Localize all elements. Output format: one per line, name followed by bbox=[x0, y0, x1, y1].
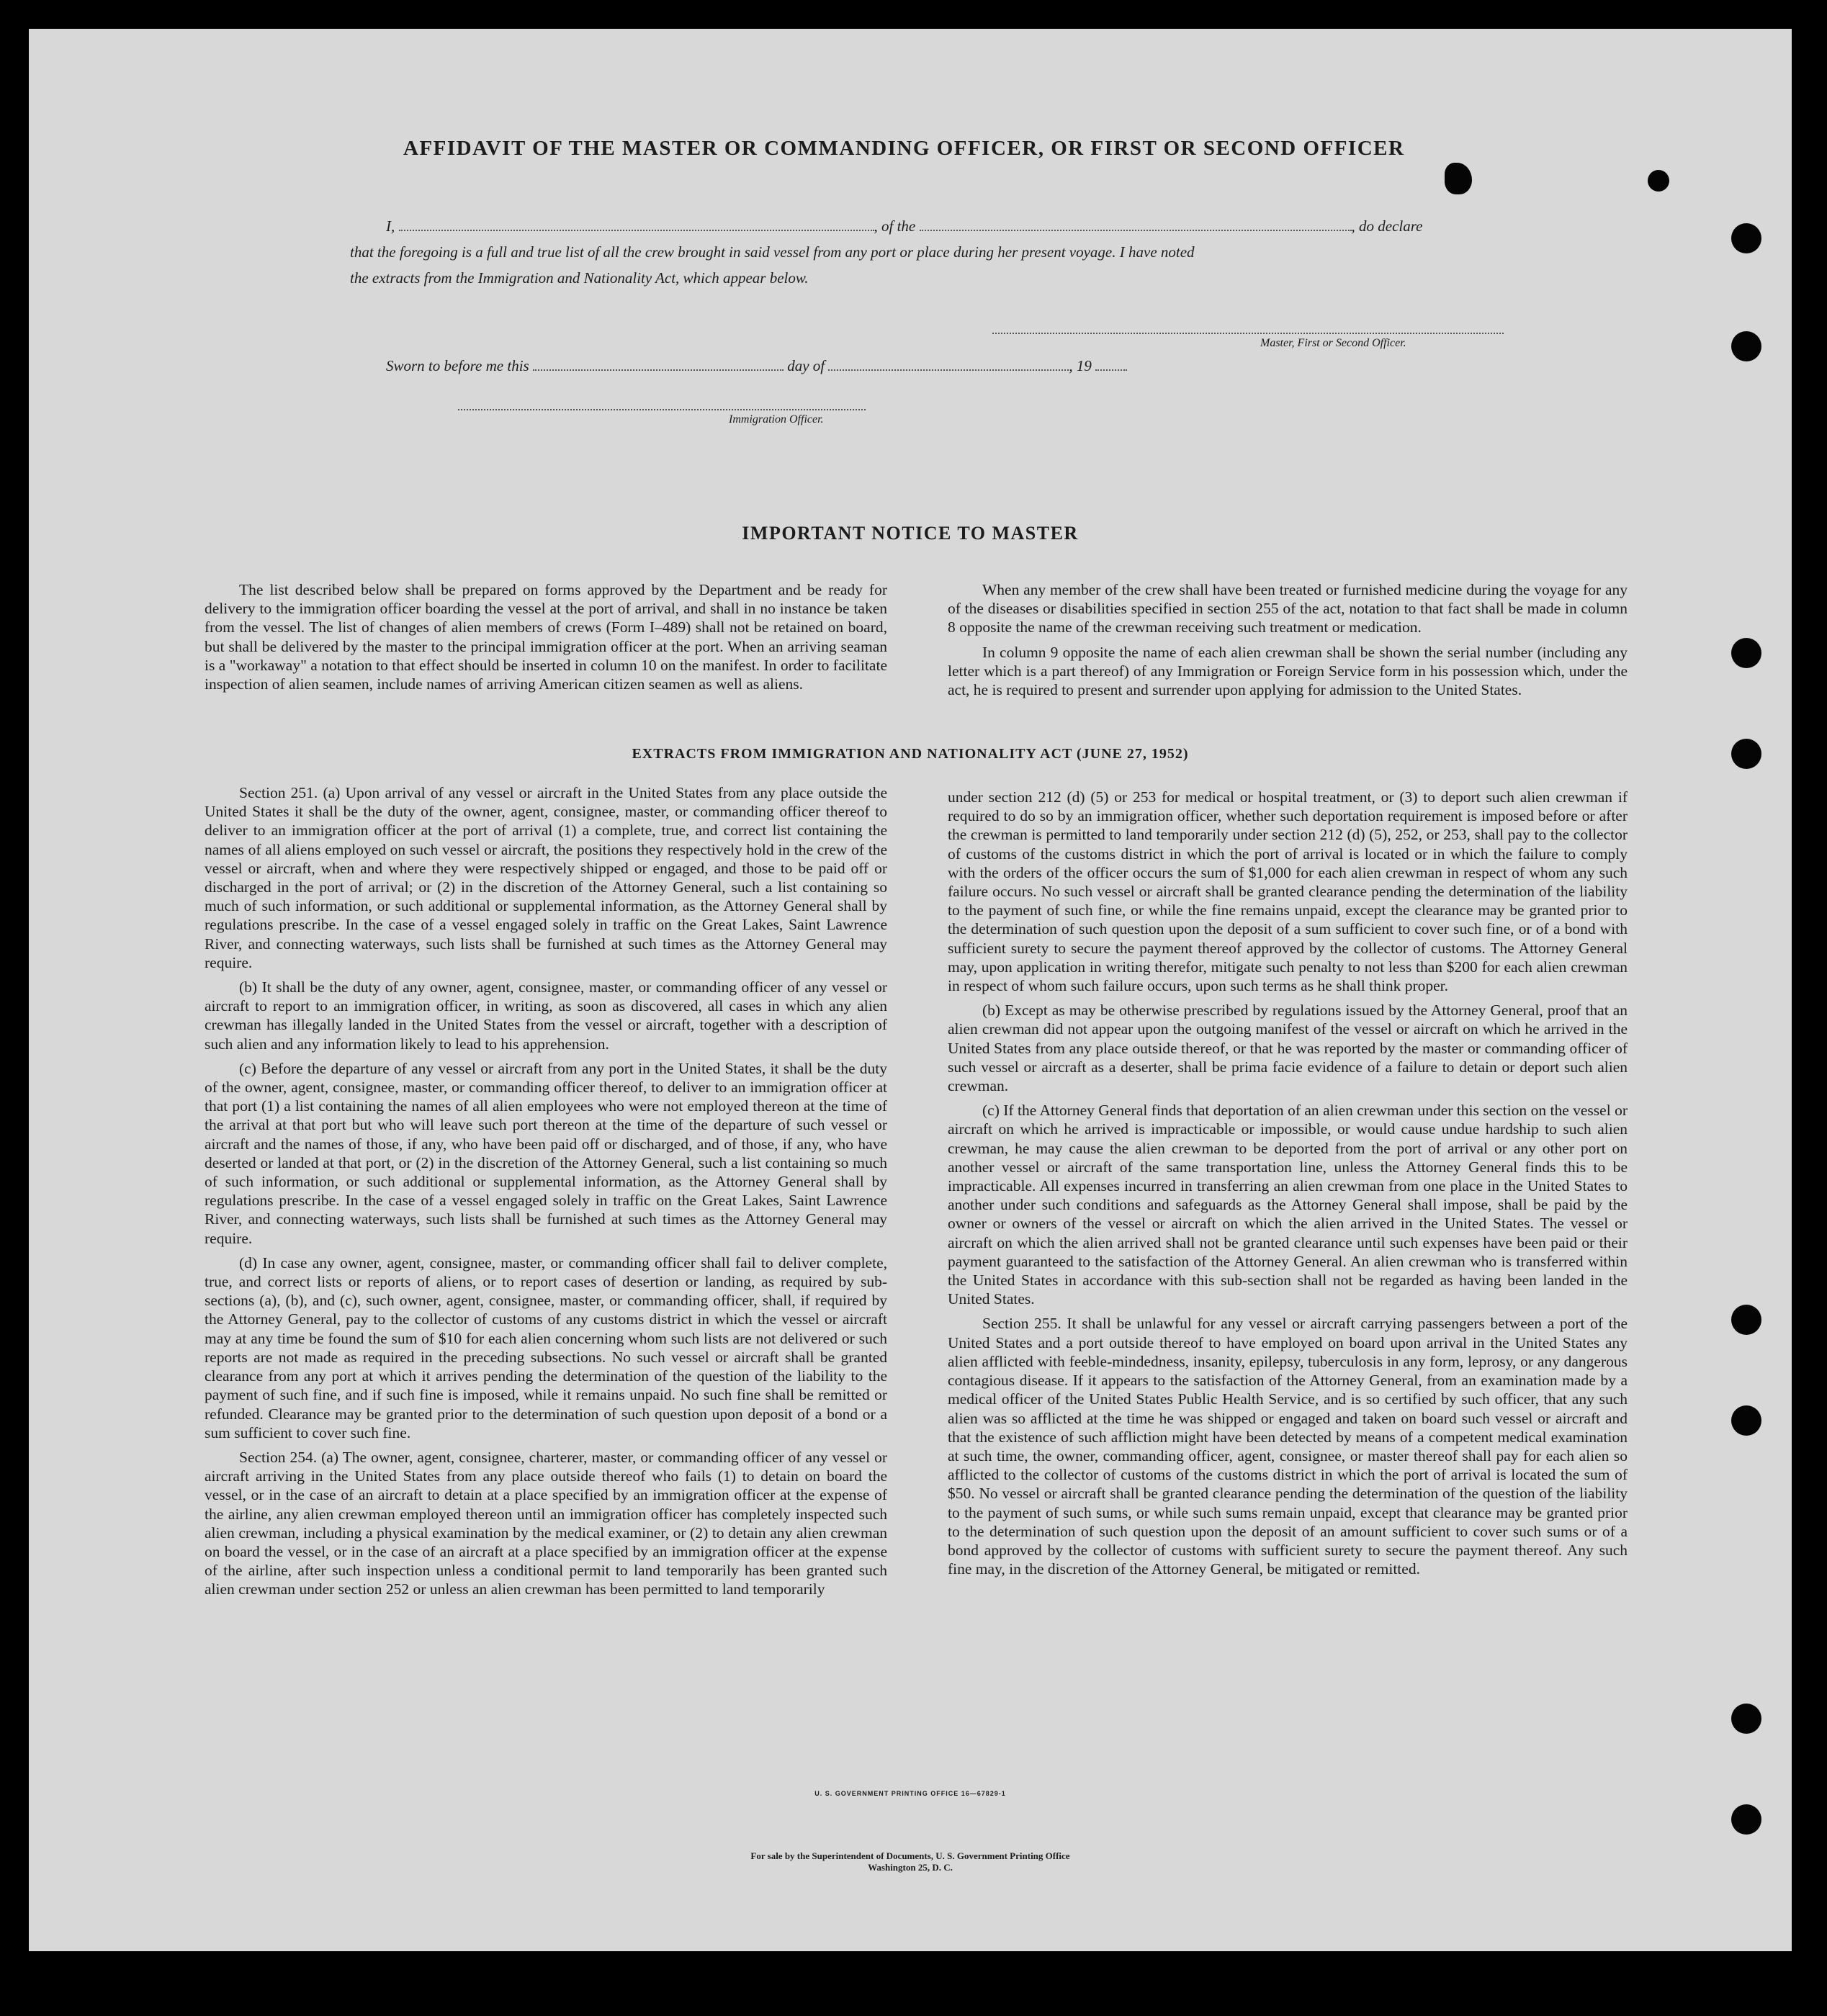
form-sheet bbox=[29, 29, 1792, 1951]
punch-hole bbox=[1731, 1704, 1761, 1734]
punch-hole bbox=[1731, 1804, 1761, 1835]
extracts-left-column bbox=[205, 783, 887, 1605]
section-251-a: Section 251. (a) Upon arrival of any vessel or aircraft in the United States from any place outside the United States it shall be the duty of the owner, agent, consignee, master, or commanding officer thereof to deliver to an immigration officer at the port of arrival (1) a complete, true, and correct list containing the names of all aliens employed on such vessel or aircraft, the positions they respectively hold in the crew of the vessel or aircraft, when and where they were respectively shipped or engaged, and those to be paid off or discharged in the port of arrival; or (2) in the discretion of the Attorney General, such a list containing so much of such information, or such additional or supplemental information, as the Attorney General shall by regulations prescribe. In the case of a vessel engaged solely in traffic on the Great Lakes, Saint Lawrence River, and connecting waterways, such lists shall be furnished at such times as the Attorney General may require. bbox=[205, 784, 887, 971]
affidavit-title: AFFIDAVIT OF THE MASTER OR COMMANDING OFFICER, OR FIRST OR SECOND OFFICER bbox=[403, 137, 1405, 160]
ink-blot bbox=[1445, 163, 1472, 194]
year-label: , 19 bbox=[1069, 357, 1092, 374]
sworn-year-field[interactable] bbox=[1095, 358, 1127, 371]
extracts-title: EXTRACTS FROM IMMIGRATION AND NATIONALITY ACT (JUNE 27, 1952) bbox=[632, 746, 1189, 762]
name-field[interactable] bbox=[399, 218, 874, 231]
section-251-c: (c) Before the departure of any vessel or aircraft from any port in the United States, it shall be the duty of the owner, agent, consignee, master, or commanding officer thereof, to deliver to an immigration officer at that port (1) a list containing the names of all alien employees who were not employed thereon at the time of the arrival at that port but who will leave such port thereon at the time of the departure of such vessel or aircraft and the names of those, if any, who have been paid off or discharged, and of those, if any, who have deserted or landed at that port, or (2) in the discretion of the Attorney General, such a list containing so much of such information, or such additional or supplemental information, as the Attorney General shall by regulations prescribe. In the case of a vessel engaged solely in traffic on the Great Lakes, Saint Lawrence River, and connecting waterways, such lists shall be furnished at such times as the Attorney General may require. bbox=[205, 1059, 887, 1247]
officer-signature-line[interactable] bbox=[458, 409, 866, 410]
section-254-a: Section 254. (a) The owner, agent, consignee, charterer, master, or commanding officer of any vessel or aircraft arriving in the United States from any place outside thereof who fails (1) to detain on board the vessel, or in the case of an aircraft to detain at a place specified by an immigration officer at the expense of the airline, any alien crewman employed thereon until an immigration officer has completely inspected such alien crewman, including a physical examination by the medical examiner, or (2) to detain any alien crewman on board the vessel, or in the case of an aircraft at a place specified by an immigration officer at the expense of the airline, after such inspection unless a conditional permit to land temporarily has been granted such alien crewman under section 252 or unless an alien crewman has been permitted to land temporarily bbox=[205, 1448, 887, 1598]
punch-hole bbox=[1731, 638, 1761, 668]
section-251-d: (d) In case any owner, agent, consignee, master, or commanding officer shall fail to deliver complete, true, and correct lists or reports of aliens, or to report cases of desertion or landing, as required by sub-sections (a), (b), and (c), such owner, agent, consignee, master, or commanding officer, shall, if required by the Attorney General, pay to the collector of customs of any customs district in which the vessel or aircraft may at any time be found the sum of $10 for each alien concerning whom such lists are not delivered or such reports are not made as required in the preceding subsections. No such vessel or aircraft shall be granted clearance from any port at which it arrives pending the determination of the question of the liability to the payment of such fine, and if such fine is imposed, while it remains unpaid. No such fine shall be remitted or refunded. Clearance may be granted prior to the determination of such question upon deposit of a bond or a sum sufficient to cover such fine. bbox=[205, 1254, 887, 1441]
section-255: Section 255. It shall be unlawful for any vessel or aircraft carrying passengers between a port of the United States and a port outside thereof to have employed on board upon arrival in the United States any alien afflicted with feeble-mindedness, insanity, epilepsy, tuberculosis in any form, leprosy, or any dangerous contagious disease. If it appears to the satisfaction of the Attorney General, from an examination made by a medical officer of the United States Public Health Service, and is so certified by such officer, that any such alien was so afflicted at the time he was shipped or engaged and taken on board such vessel or aircraft and that the existence of such affliction might have been detected by means of a competent medical examination at such time, the owner, commanding officer, agent, consignee, or master thereof shall pay for each alien so afflicted to the collector of customs of the customs district in which the port of arrival is located the sum of $50. No vessel or aircraft shall be granted clearance pending the determination of the question of the liability to the payment of such sums, or while such sums remain unpaid, except that clearance may be granted prior to the determination of such question upon the deposit of an amount sufficient to cover such sums or of a bond approved by the collector of customs with sufficient surety to secure the payment thereof. Any such fine may, in the discretion of the Attorney General, be mitigated or remitted. bbox=[948, 1315, 1628, 1578]
notice-title: IMPORTANT NOTICE TO MASTER bbox=[742, 523, 1079, 544]
notice-paragraph: The list described below shall be prepared on forms approved by the Department and be ready for delivery to the immigration officer boarding the vessel at the port of arrival, and shall in no instance be taken from the vessel. The list of changes of alien members of crews (Form I–489) shall not be retained on board, but shall be delivered by the master to the principal immigration officer at the port. When an arriving seaman is a "workaway" a notation to that effect should be inserted in column 10 on the manifest. In order to facilitate inspection of alien seamen, include names of arriving American citizen seamen as well as aliens. bbox=[205, 581, 887, 693]
punch-hole bbox=[1731, 1405, 1761, 1436]
sale-notice bbox=[29, 1850, 1792, 1873]
vessel-field[interactable] bbox=[920, 218, 1352, 231]
of-the-label: , of the bbox=[874, 217, 916, 235]
punch-hole bbox=[1648, 170, 1669, 192]
sworn-label: Sworn to before me this bbox=[386, 357, 529, 374]
sworn-month-field[interactable] bbox=[828, 358, 1069, 371]
gpo-imprint: U. S. GOVERNMENT PRINTING OFFICE 16—67829-1 bbox=[814, 1790, 1006, 1797]
section-251-b: (b) It shall be the duty of any owner, agent, consignee, master, or commanding officer of any vessel or aircraft to report to an immigration officer, in writing, as soon as discovered, all cases in which any alien crewman has illegally landed in the United States from the vessel or aircraft, together with a description of such alien and any information likely to lead to his apprehension. bbox=[205, 978, 887, 1053]
section-254-c: (c) If the Attorney General finds that deportation of an alien crewman under this section on the vessel or aircraft on which he arrived is impracticable or impossible, or would cause undue hardship to such alien crewman, he may cause the alien crewman to be deported from the port of arrival or any other port on another vessel or aircraft of the same transportation line, unless the Attorney General finds this to be impracticable. All expenses incurred in transferring an alien crewman from one place in the United States to another under such conditions and safeguards as the Attorney General shall impose, shall be paid by the owner or owners of the vessel or aircraft on which the alien arrived in the United States. The vessel or aircraft on which the alien arrived shall not be granted clearance until such expenses have been paid or their payment guaranteed to the satisfaction of the Attorney General. An alien crewman who is transferred within the United States in accordance with this sub-section shall not be regarded as having been landed in the United States. bbox=[948, 1102, 1628, 1308]
punch-hole bbox=[1731, 223, 1761, 253]
master-signature-caption: Master, First or Second Officer. bbox=[1260, 337, 1406, 349]
sale-notice-line: For sale by the Superintendent of Documents, U. S. Government Printing Office bbox=[750, 1850, 1070, 1861]
notice-paragraph: In column 9 opposite the name of each alien crewman shall be shown the serial number (including any letter which is a part thereof) of any Immigration or Foreign Service form in his possession which, under the act, he is required to present and surrender upon applying for admission to the United States. bbox=[948, 643, 1628, 699]
officer-signature-caption: Immigration Officer. bbox=[729, 413, 824, 426]
day-of-label: day of bbox=[787, 357, 825, 374]
declaration-text: that the foregoing is a full and true list of all the crew brought in said vessel from any port or place during her present voyage. I have noted bbox=[350, 243, 1195, 261]
master-signature-line[interactable] bbox=[992, 333, 1504, 334]
notice-right-column bbox=[948, 580, 1628, 705]
extracts-right-column bbox=[948, 788, 1628, 1584]
declaration-i-label: I, bbox=[386, 217, 395, 235]
section-254-b: (b) Except as may be otherwise prescribed by regulations issued by the Attorney General, proof that an alien crewman did not appear upon the outgoing manifest of the vessel or aircraft on which he arrived in the United States from any place outside thereof, or that he was reported by the master or commanding officer of such vessel or aircraft as a deserter, shall be prima facie evidence of a failure to detain or deport such alien crewman. bbox=[948, 1002, 1628, 1095]
notice-left-column bbox=[205, 580, 887, 699]
notice-paragraph: When any member of the crew shall have been treated or furnished medicine during the voyage for any of the diseases or disabilities specified in section 255 of the act, notation to that fact shall be made in column 8 opposite the name of the crewman receiving such treatment or medication. bbox=[948, 581, 1628, 636]
declaration-line bbox=[386, 217, 1504, 235]
punch-hole bbox=[1731, 331, 1761, 361]
punch-hole bbox=[1731, 1305, 1761, 1335]
sworn-day-field[interactable] bbox=[533, 358, 784, 371]
sale-notice-line: Washington 25, D. C. bbox=[868, 1862, 953, 1873]
section-254-a-continued: under section 212 (d) (5) or 253 for medical or hospital treatment, or (3) to deport such alien crewman if required to do so by an immigration officer, whether such deportation requirement is imposed before or after the crewman is permitted to land temporarily under section 212 (d) (5), 252, or 253, shall pay to the collector of customs of the customs district in which the port of arrival is located or in which the failure to comply with the orders of the officer occurs the sum of $1,000 for each alien crewman in respect of whom any such failure occurs. No such vessel or aircraft shall be granted clearance pending the determination of the liability to the payment of such fine, or while the fine remains unpaid, except the clearance may be granted prior to the determination of such question upon the deposit of a sum sufficient to cover such fine, or of a bond with sufficient surety to secure the payment thereof approved by the collector of customs. The Attorney General may, upon application in writing therefor, mitigate such penalty to not less than $200 for each alien crewman in respect of whom such failure occurs, upon such terms as he shall think proper. bbox=[948, 788, 1628, 995]
declaration-text-continued: the extracts from the Immigration and Nationality Act, which appear below. bbox=[350, 269, 809, 287]
do-declare-label: , do declare bbox=[1351, 217, 1423, 235]
sworn-line bbox=[386, 357, 1127, 375]
